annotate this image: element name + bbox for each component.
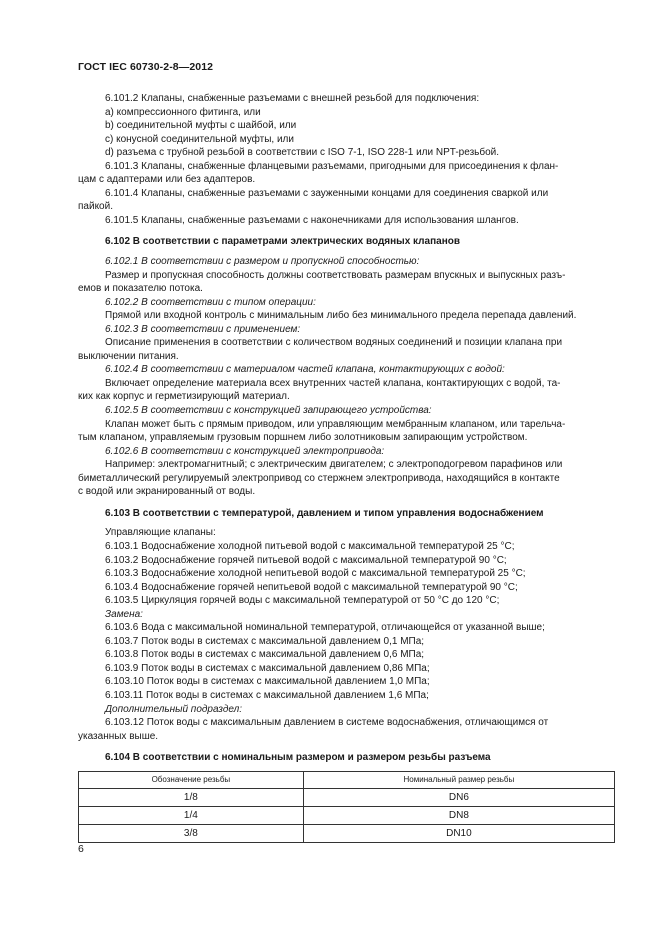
- list-item: b) соединительной муфты с шайбой, или: [105, 120, 297, 132]
- list-item: d) разъема с трубной резьбой в соответствии с ISO 7-1, ISO 228-1 или NPT-резьбой.: [105, 147, 500, 159]
- body-line: Включает определение материала всех внутренних частей клапана, контактирующих с водой, та-: [105, 377, 561, 389]
- clause-6-101-4: 6.101.4 Клапаны, снабженные разъемами с зауженными концами для соединения сваркой или: [105, 187, 549, 199]
- clause-6-101-3-cont: цам с адаптерами или без адаптеров.: [78, 174, 256, 186]
- clause-6-102-1: 6.102.1 В соответствии с размером и пропускной способностью:: [105, 256, 420, 268]
- table-row: [79, 788, 615, 806]
- table-cell: DN8: [303, 806, 614, 824]
- table-cell: DN10: [303, 824, 614, 842]
- list-item: 6.103.7 Поток воды в системах с максимальной давлением 0,1 МПа;: [105, 635, 425, 647]
- section-heading-6-103: 6.103 В соответствии с температурой, давлением и типом управления водоснабжением: [105, 507, 544, 519]
- body-line: тым клапаном, управляемым грузовым поршнем либо золотниковым запирающим устройством.: [78, 432, 528, 444]
- table-cell: 3/8: [79, 824, 304, 842]
- list-item: с) конусной соединительной муфты, или: [105, 133, 294, 145]
- clause-6-102-2: 6.102.2 В соответствии с типом операции:: [105, 296, 316, 308]
- body-line: указанных выше.: [78, 730, 159, 742]
- subheading-replacement: Замена:: [105, 608, 143, 620]
- thread-size-table: [78, 771, 615, 843]
- body-line: ких как корпус и герметизирующий материал.: [78, 391, 290, 403]
- body-line: Клапан может быть с прямым приводом, или управляющим мембранным клапаном, или тарельча-: [105, 418, 566, 430]
- clause-6-101-2: 6.101.2 Клапаны, снабженные разъемами с внешней резьбой для подключения:: [105, 93, 480, 104]
- list-item: 6.103.3 Водоснабжение холодной непитьевой водой с максимальной температурой 25 °C;: [105, 568, 526, 580]
- page-content: [78, 92, 615, 843]
- table-header-cell: Обозначение резьбы: [79, 771, 304, 788]
- body-line: Управляющие клапаны:: [105, 527, 216, 539]
- clause-6-102-5: 6.102.5 В соответствии с конструкцией запирающего устройства:: [105, 405, 432, 417]
- body-line: Например: электромагнитный; с электрическим двигателем; с электроподогревом парафинов или: [105, 459, 563, 471]
- list-item: а) компрессионного фитинга, или: [105, 106, 261, 118]
- body-line: Прямой или входной контроль с минимальным либо без минимального предела перепада давлений.: [105, 310, 577, 322]
- list-item: 6.103.8 Поток воды в системах с максимальной давлением 0,6 МПа;: [105, 649, 425, 661]
- body-line: выключении питания.: [78, 350, 179, 362]
- body-line: с водой или экранированный от воды.: [78, 486, 256, 498]
- clause-6-102-3: 6.102.3 В соответствии с применением:: [105, 323, 301, 335]
- clause-6-101-5: 6.101.5 Клапаны, снабженные разъемами с наконечниками для использования шлангов.: [105, 214, 519, 226]
- clause-6-101-4-cont: пайкой.: [78, 201, 113, 213]
- list-item: 6.103.6 Вода с максимальной номинальной температурой, отличающейся от указанной выше;: [105, 622, 545, 634]
- table-row: [79, 806, 615, 824]
- clause-6-101-3: 6.101.3 Клапаны, снабженные фланцевыми разъемами, пригодными для присоединения к флан-: [105, 160, 559, 172]
- list-item: 6.103.2 Водоснабжение горячей питьевой водой с максимальной температурой 90 °C;: [105, 554, 507, 566]
- table-cell: 1/4: [79, 806, 304, 824]
- body-line: биметаллический регулируемый электропривод со стержнем электропривода, находящийся в контакте: [78, 472, 560, 484]
- list-item: 6.103.12 Поток воды с максимальным давлением в системе водоснабжения, отличающимся от: [105, 717, 549, 729]
- section-heading-6-102: 6.102 В соответствии с параметрами электрических водяных клапанов: [105, 236, 460, 248]
- page-header: ГОСТ IEC 60730-2-8—2012: [78, 61, 214, 73]
- list-item: 6.103.10 Поток воды в системах с максимальной давлением 1,0 МПа;: [105, 676, 430, 688]
- page-number: 6: [78, 843, 84, 855]
- list-item: 6.103.11 Поток воды в системах с максимальной давлением 1,6 МПа;: [105, 689, 429, 701]
- list-item: 6.103.5 Циркуляция горячей воды с максимальной температурой от 50 °C до 120 °C;: [105, 595, 500, 607]
- table-row: [79, 824, 615, 842]
- table-cell: 1/8: [79, 788, 304, 806]
- list-item: 6.103.4 Водоснабжение горячей непитьевой водой с максимальной температурой 90 °C;: [105, 581, 518, 593]
- table-header-row: [79, 771, 615, 788]
- table-header-cell: Номинальный размер резьбы: [303, 771, 614, 788]
- table-cell: DN6: [303, 788, 614, 806]
- list-item: 6.103.9 Поток воды в системах с максимальной давлением 0,86 МПа;: [105, 662, 430, 674]
- body-line: емов и показателю потока.: [78, 283, 203, 295]
- section-heading-6-104: 6.104 В соответствии с номинальным размером и размером резьбы разъема: [105, 752, 491, 764]
- clause-6-102-6: 6.102.6 В соответствии с конструкцией электропривода:: [105, 445, 385, 457]
- list-item: 6.103.1 Водоснабжение холодной питьевой водой с максимальной температурой 25 °C;: [105, 540, 515, 552]
- clause-6-102-4: 6.102.4 В соответствии с материалом частей клапана, контактирующих с водой:: [105, 364, 505, 376]
- body-line: Описание применения в соответствии с количеством водяных соединений и позиции клапана при: [105, 337, 563, 349]
- body-line: Размер и пропускная способность должны соответствовать размерам впускных и выпускных разъ-: [105, 269, 566, 281]
- subheading-additional: Дополнительный подраздел:: [105, 703, 243, 715]
